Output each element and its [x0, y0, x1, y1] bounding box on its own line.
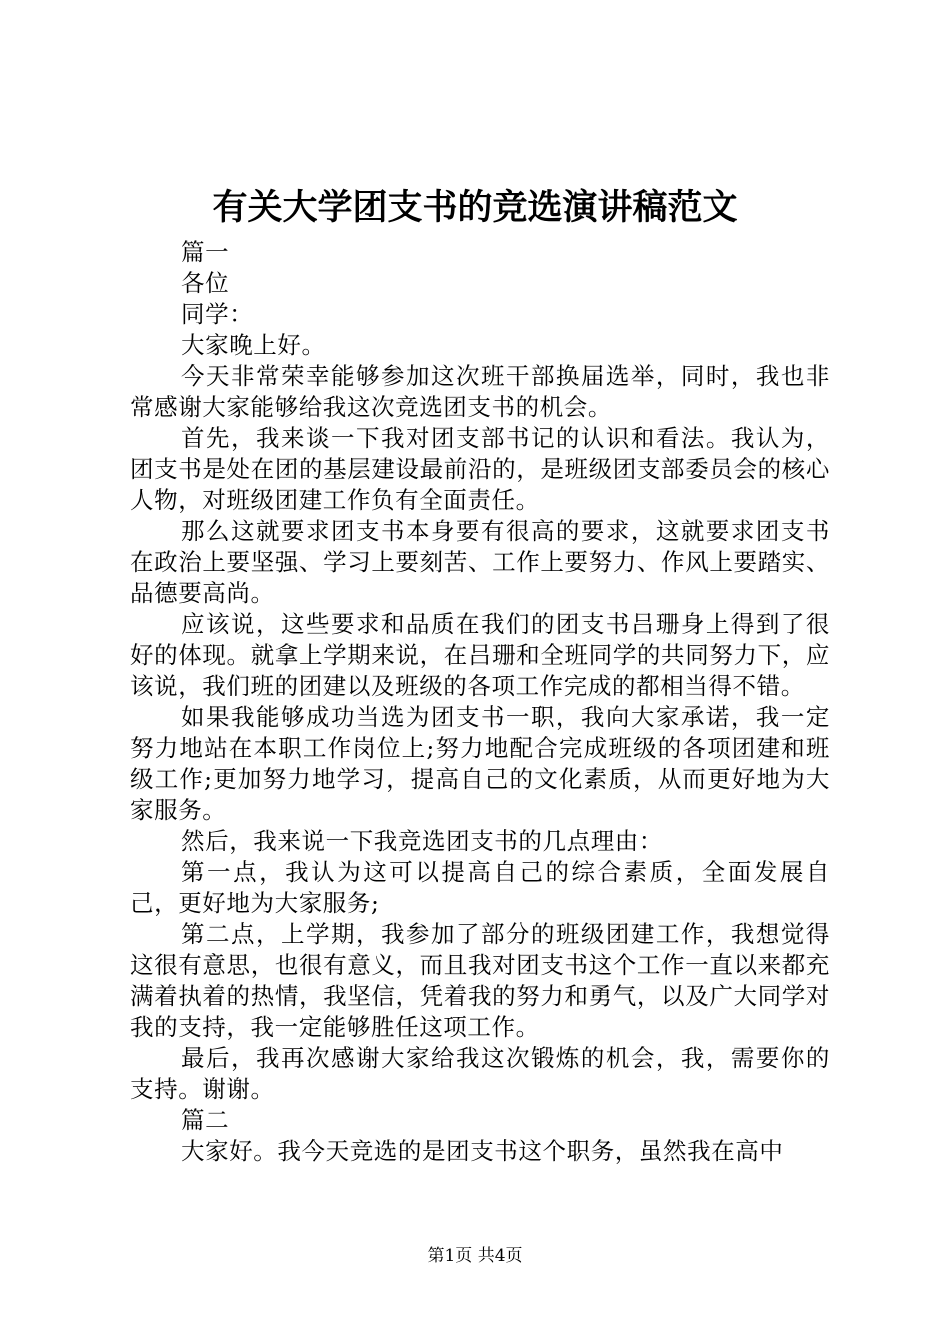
body-paragraph: 第一点，我认为这可以提高自己的综合素质，全面发展自己，更好地为大家服务;: [130, 858, 830, 917]
body-paragraph: 然后，我来说一下我竞选团支书的几点理由：: [181, 827, 663, 855]
body-paragraph: 大家好。我今天竞选的是团支书这个职务，虽然我在高中: [181, 1137, 784, 1165]
salutation-line: 各位: [181, 269, 230, 297]
section-heading: 篇一: [181, 238, 230, 266]
body-paragraph: 如果我能够成功当选为团支书一职，我向大家承诺，我一定努力地站在本职工作岗位上;努力地配合完成班级的各项团建和班级工作;更加努力地学习，提高自己的文化素质，从而更好地为大家服务。: [130, 703, 830, 824]
body-paragraph: 首先，我来谈一下我对团支部书记的认识和看法。我认为，团支书是处在团的基层建设最前沿的，是班级团支部委员会的核心人物，对班级团建工作负有全面责任。: [130, 424, 830, 514]
body-paragraph: 第二点，上学期，我参加了部分的班级团建工作，我想觉得这很有意思，也很有意义，而且我对团支书这个工作一直以来都充满着执着的热情，我坚信，凭着我的努力和勇气，以及广大同学对我的支持，我一定能够胜任这项工作。: [130, 920, 830, 1041]
document-title: 有关大学团支书的竞选演讲稿范文: [212, 187, 738, 228]
section-heading: 篇二: [181, 1106, 230, 1134]
body-paragraph: 最后，我再次感谢大家给我这次锻炼的机会，我，需要你的支持。谢谢。: [130, 1044, 830, 1103]
greeting-paragraph: 大家晚上好。: [181, 331, 326, 359]
salutation-line: 同学：: [181, 300, 254, 328]
body-paragraph: 应该说，这些要求和品质在我们的团支书吕珊身上得到了很好的体现。就拿上学期来说，在吕珊和全班同学的共同努力下，应该说，我们班的团建以及班级的各项工作完成的都相当得不错。: [130, 610, 830, 700]
page-footer: 第1页 共4页: [427, 1246, 523, 1266]
body-paragraph: 今天非常荣幸能够参加这次班干部换届选举，同时，我也非常感谢大家能够给我这次竞选团支书的机会。: [130, 362, 830, 421]
body-paragraph: 那么这就要求团支书本身要有很高的要求，这就要求团支书在政治上要坚强、学习上要刻苦、工作上要努力、作风上要踏实、品德要高尚。: [130, 517, 830, 607]
document-body: [130, 237, 830, 1167]
